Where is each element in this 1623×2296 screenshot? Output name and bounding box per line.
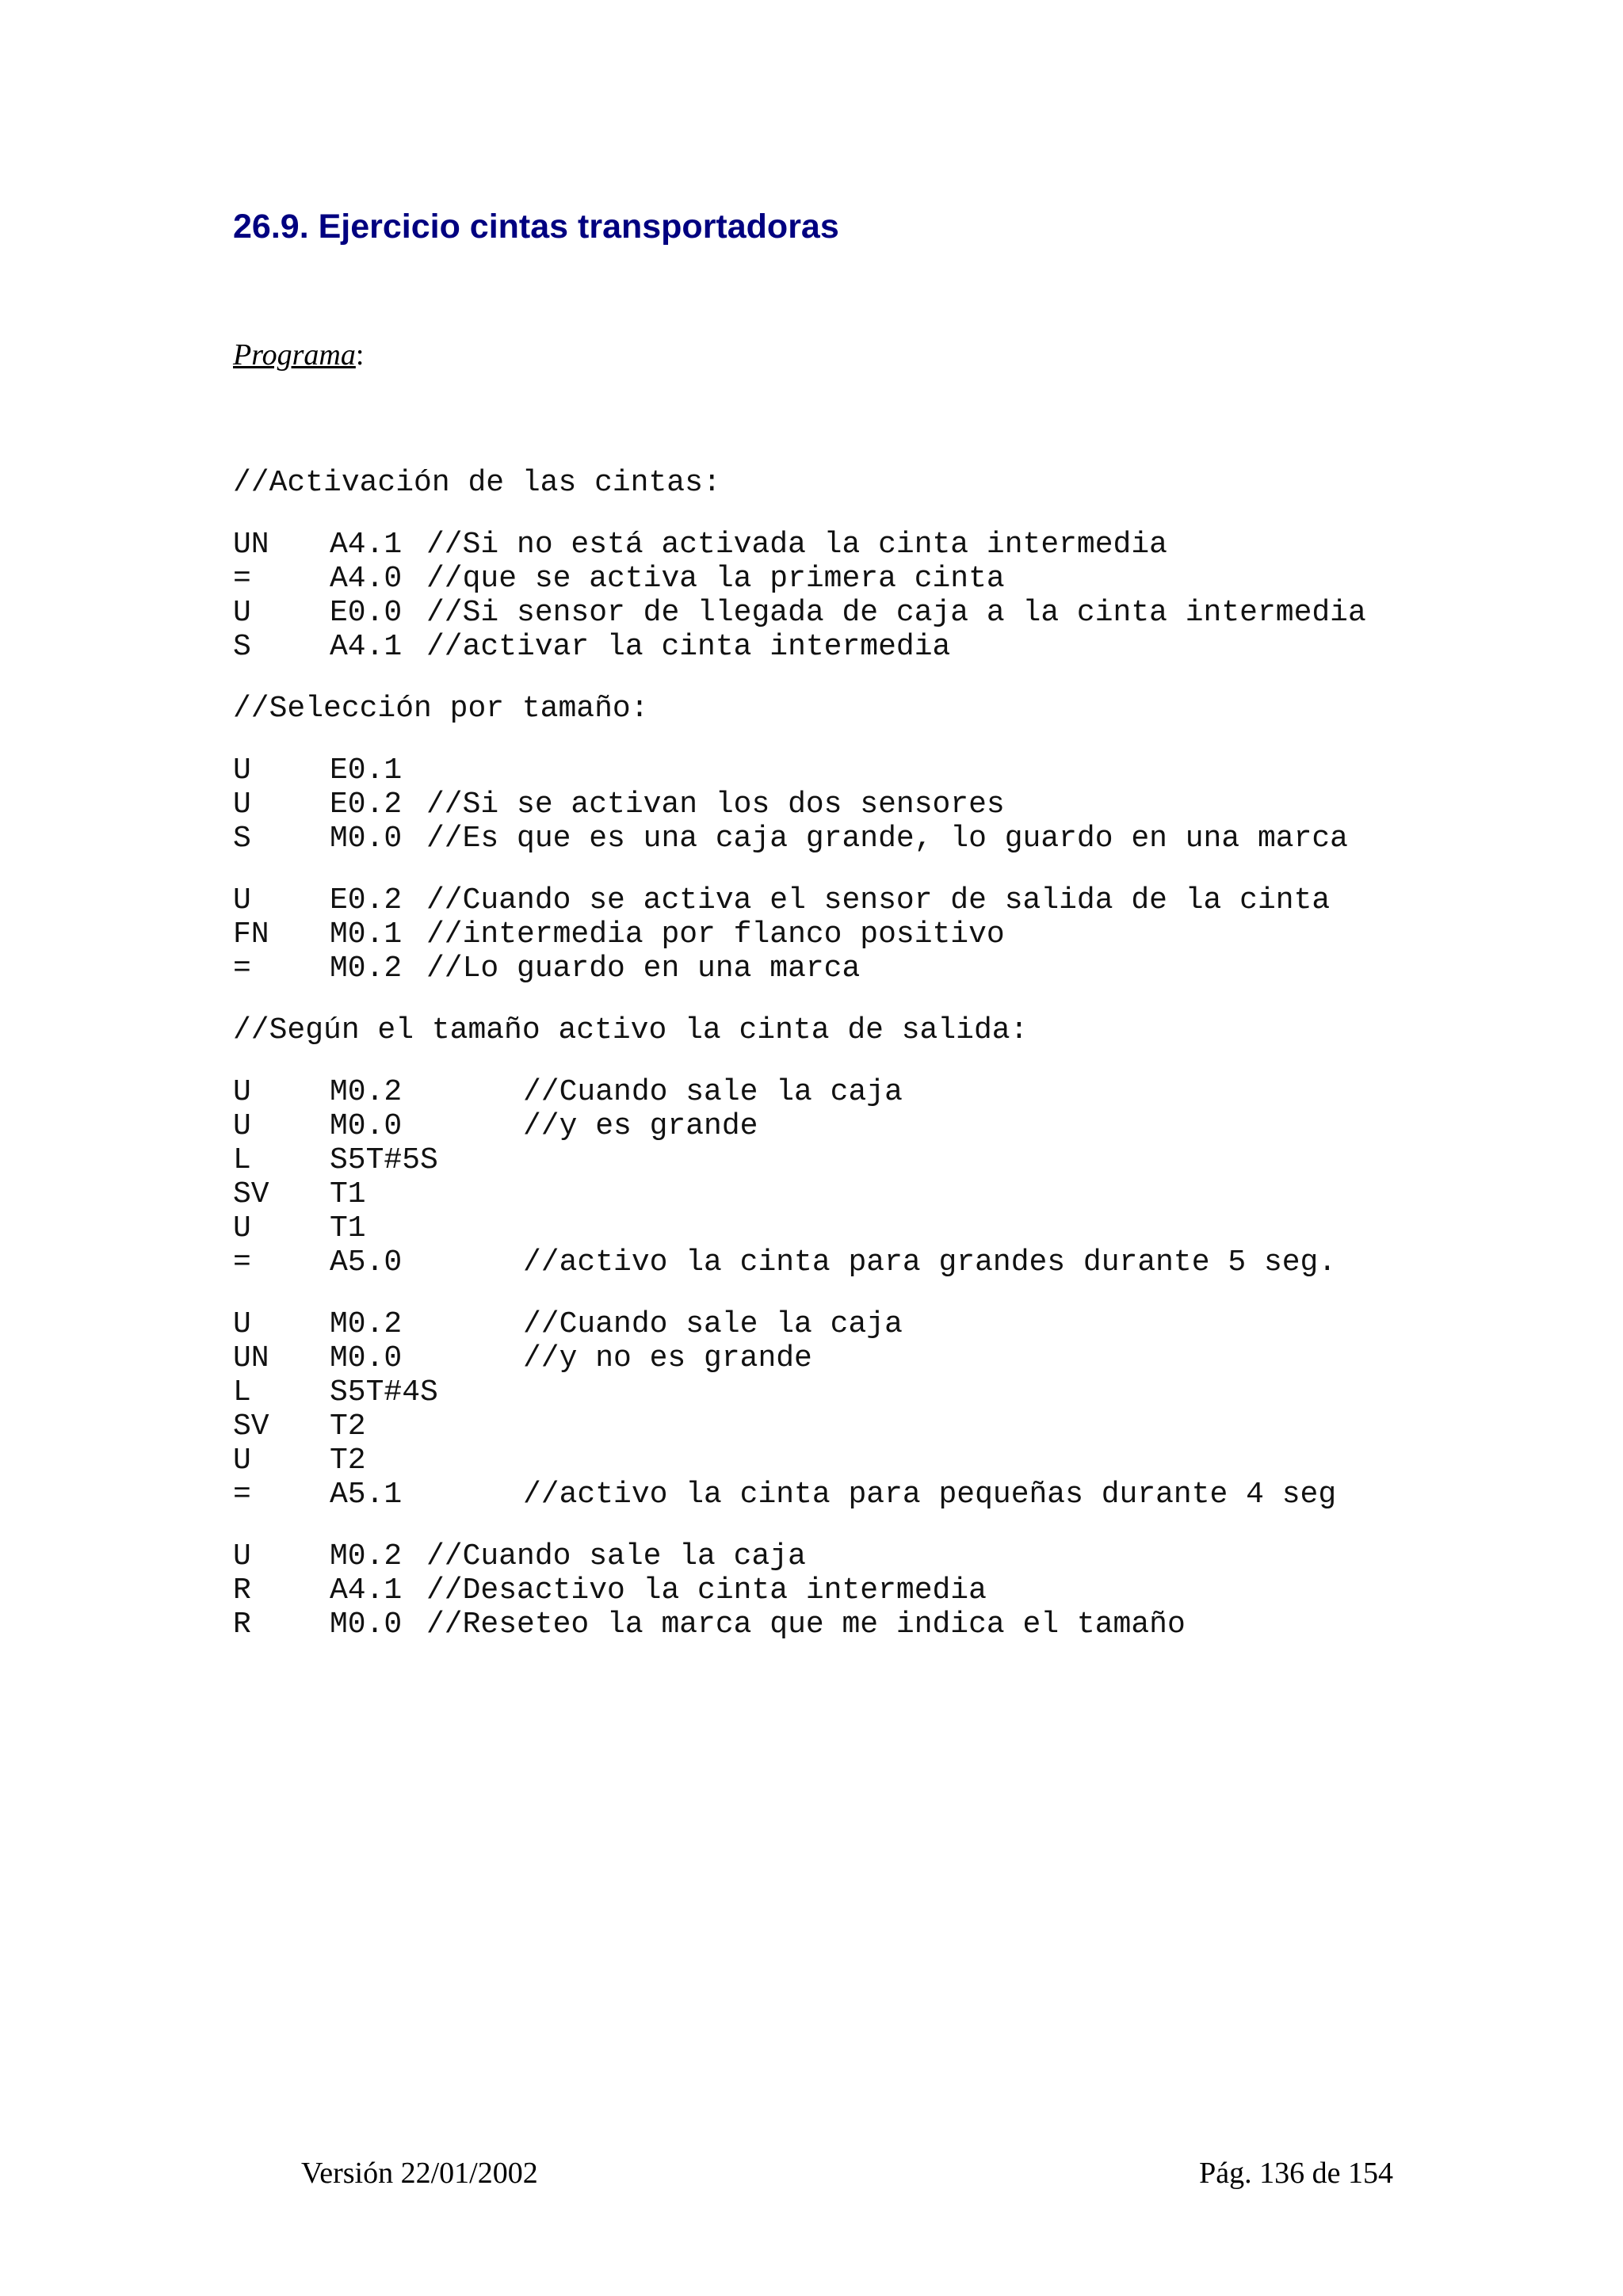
instruction-operand: E0.2 <box>330 883 403 917</box>
instruction-operand: M0.2 <box>330 1307 403 1341</box>
program-label-text: Programa <box>233 338 356 372</box>
instruction-op: U <box>233 883 251 917</box>
instruction-comment: //que se activa la primera cinta <box>426 562 1005 596</box>
instruction-comment: //Reseteo la marca que me indica el tamaño <box>426 1608 1186 1642</box>
instruction-comment: //y es grande <box>523 1109 758 1143</box>
instruction-op: U <box>233 788 251 822</box>
instruction-operand: T1 <box>330 1177 366 1211</box>
instruction-comment: //Cuando sale la caja <box>426 1539 806 1573</box>
instruction-op: U <box>233 1307 251 1341</box>
instruction-op: U <box>233 1444 251 1478</box>
instruction-op: R <box>233 1608 251 1642</box>
instruction-comment: //Lo guardo en una marca <box>426 952 861 986</box>
instruction-comment: //Cuando sale la caja <box>523 1075 903 1109</box>
instruction-operand: A5.1 <box>330 1478 403 1512</box>
instruction-operand: A4.1 <box>330 630 403 664</box>
instruction-operand: M0.2 <box>330 1075 403 1109</box>
instruction-op: U <box>233 1539 251 1573</box>
instruction-comment: //Cuando sale la caja <box>523 1307 903 1341</box>
instruction-op: U <box>233 1211 251 1245</box>
instruction-operand: T2 <box>330 1409 366 1444</box>
instruction-operand: A4.1 <box>330 528 403 562</box>
instruction-op: S <box>233 822 251 856</box>
instruction-comment: //Desactivo la cinta intermedia <box>426 1573 987 1608</box>
code-section-heading: //Según el tamaño activo la cinta de salida: <box>233 1013 1029 1047</box>
instruction-op: U <box>233 596 251 630</box>
instruction-comment: //activo la cinta para pequeñas durante 4 seg <box>523 1478 1337 1512</box>
instruction-op: SV <box>233 1177 269 1211</box>
instruction-operand: S5T#5S <box>330 1143 438 1177</box>
instruction-comment: //Si sensor de llegada de caja a la cinta intermedia <box>426 596 1366 630</box>
instruction-op: = <box>233 952 251 986</box>
footer-version: Versión 22/01/2002 <box>301 2157 538 2190</box>
instruction-op: U <box>233 1075 251 1109</box>
instruction-op: L <box>233 1375 251 1409</box>
instruction-op: U <box>233 753 251 788</box>
code-section-heading: //Activación de las cintas: <box>233 466 721 500</box>
instruction-comment: //activar la cinta intermedia <box>426 630 951 664</box>
instruction-operand: M0.2 <box>330 952 403 986</box>
instruction-comment: //y no es grande <box>523 1341 812 1375</box>
instruction-operand: E0.1 <box>330 753 403 788</box>
instruction-op: UN <box>233 1341 269 1375</box>
footer-page-number: Pág. 136 de 154 <box>1199 2157 1393 2190</box>
instruction-operand: E0.2 <box>330 788 403 822</box>
instruction-op: L <box>233 1143 251 1177</box>
instruction-comment: //intermedia por flanco positivo <box>426 917 1005 952</box>
instruction-comment: //Cuando se activa el sensor de salida de la cinta <box>426 883 1331 917</box>
section-title: 26.9. Ejercicio cintas transportadoras <box>233 208 839 246</box>
instruction-op: S <box>233 630 251 664</box>
instruction-operand: E0.0 <box>330 596 403 630</box>
instruction-operand: M0.0 <box>330 1341 403 1375</box>
instruction-operand: S5T#4S <box>330 1375 438 1409</box>
instruction-operand: M0.2 <box>330 1539 403 1573</box>
instruction-comment: //activo la cinta para grandes durante 5 seg. <box>523 1245 1337 1280</box>
instruction-op: UN <box>233 528 269 562</box>
program-label <box>233 333 364 377</box>
program-label-colon: : <box>355 338 365 372</box>
instruction-op: = <box>233 1245 251 1280</box>
instruction-op: = <box>233 562 251 596</box>
instruction-operand: M0.1 <box>330 917 403 952</box>
instruction-operand: A4.0 <box>330 562 403 596</box>
instruction-op: U <box>233 1109 251 1143</box>
instruction-op: R <box>233 1573 251 1608</box>
instruction-operand: A5.0 <box>330 1245 403 1280</box>
instruction-operand: M0.0 <box>330 822 403 856</box>
instruction-operand: T2 <box>330 1444 366 1478</box>
instruction-operand: A4.1 <box>330 1573 403 1608</box>
instruction-op: SV <box>233 1409 269 1444</box>
instruction-op: FN <box>233 917 269 952</box>
instruction-comment: //Si no está activada la cinta intermedia <box>426 528 1167 562</box>
code-section-heading: //Selección por tamaño: <box>233 692 649 726</box>
instruction-operand: T1 <box>330 1211 366 1245</box>
instruction-operand: M0.0 <box>330 1608 403 1642</box>
instruction-op: = <box>233 1478 251 1512</box>
instruction-comment: //Es que es una caja grande, lo guardo en una marca <box>426 822 1348 856</box>
instruction-operand: M0.0 <box>330 1109 403 1143</box>
instruction-comment: //Si se activan los dos sensores <box>426 788 1005 822</box>
